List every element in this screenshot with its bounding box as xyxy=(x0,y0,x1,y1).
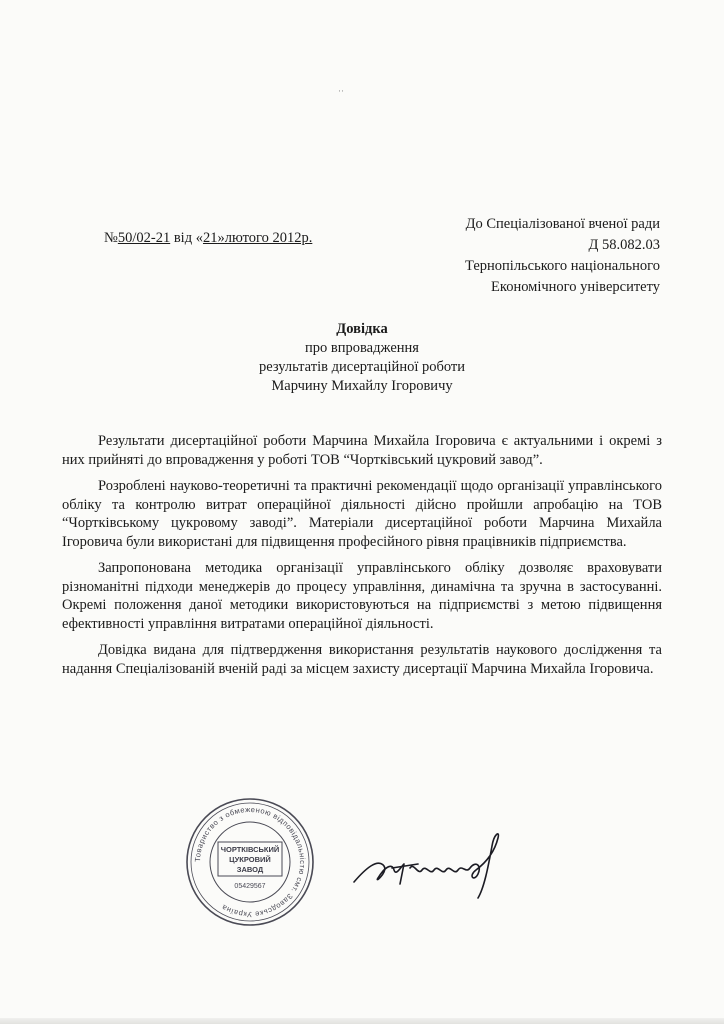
addressee-line: Тернопільського національного xyxy=(465,258,660,274)
seal-ring-text: Товариство з обмеженою відповідальністю смт. Заводське Україна xyxy=(192,804,308,920)
scan-edge xyxy=(0,1018,724,1024)
addressee-line: Економічного університету xyxy=(491,279,660,295)
document-title: Довідка xyxy=(336,321,388,337)
title-line: Марчину Михайлу Ігоровичу xyxy=(271,378,453,394)
ref-month-year: »лютого 2012р. xyxy=(217,230,313,246)
addressee-line: До Спеціалізованої вченої ради xyxy=(465,216,660,232)
body-paragraph: Результати дисертаційної роботи Марчина Михайла Ігоровича є актуальними і окремі з них прийняті до впровадження у роботі ТОВ “Чортківський цукровий завод”. xyxy=(62,433,662,468)
ref-from: від « xyxy=(173,230,203,246)
ref-day: 21 xyxy=(202,230,218,246)
seal-code: 05429567 xyxy=(234,883,266,890)
title-line: результатів дисертаційної роботи xyxy=(258,359,466,375)
seal-center-line: ЗАВОД xyxy=(236,865,264,874)
seal-center-line: ЧОРТКІВСЬКИЙ xyxy=(220,845,280,854)
addressee-line: Д 58.082.03 xyxy=(588,237,660,253)
addressee-block xyxy=(465,214,660,298)
body-paragraph: Розроблені науково-теоретичні та практичні рекомендації щодо організації управлінського обліку та контролю витрат операційної діяльності дійсно пройшли апробацію на ТОВ “Чортківському цукровому заводі”. Матеріали дисертаційної роботи Марчина Михайла Ігоровича були використані для підвищення професійного рівня працівників підприємства. xyxy=(62,478,662,550)
body-paragraph: Запропонована методика організації управлінського обліку дозволяє враховувати різноманітні підходи менеджерів до процесу управління, динамічна та зручна в застосуванні. Окремі положення даної методики використовуються на підприємстві з метою підвищення ефективності управління витратами операційної діяльності. xyxy=(62,560,662,632)
ref-number: 50/02-21 xyxy=(117,230,171,246)
seal-graphic xyxy=(184,796,316,928)
body-paragraph: Довідка видана для підтвердження використання результатів наукового дослідження та надання Спеціалізованій вченій раді за місцем захисту дисертації Марчина Михайла Ігоровича. xyxy=(62,642,662,677)
signature-graphic xyxy=(348,824,528,904)
scan-mark: ·· xyxy=(338,86,344,96)
document-body xyxy=(62,432,662,686)
reference-line xyxy=(104,230,312,247)
seal-center-line: ЦУКРОВИЙ xyxy=(229,855,271,864)
company-seal xyxy=(184,796,316,928)
document-title-block xyxy=(0,320,724,396)
signature xyxy=(348,824,528,904)
ref-prefix: № xyxy=(104,230,118,246)
title-line: про впровадження xyxy=(305,340,419,356)
